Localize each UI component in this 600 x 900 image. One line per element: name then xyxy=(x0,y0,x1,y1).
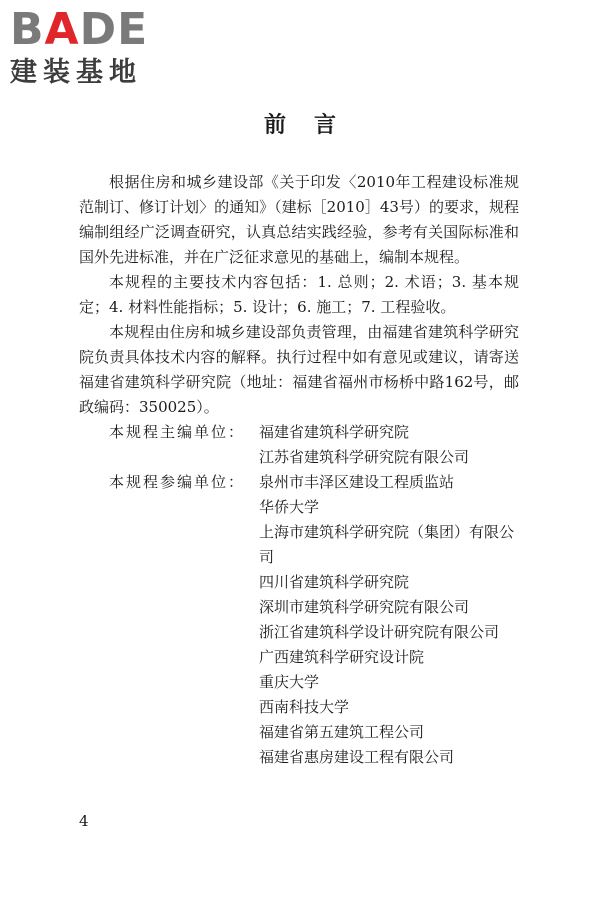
logo-letters-de: DE xyxy=(79,4,149,55)
chief-units-list xyxy=(259,420,519,470)
participating-units-list xyxy=(259,470,519,770)
logo-letter-a-accent: A xyxy=(44,4,80,55)
list-item: 上海市建筑科学研究院（集团）有限公司 xyxy=(259,523,515,566)
chief-units-label: 本规程主编单位： xyxy=(109,423,246,441)
preface-body xyxy=(79,170,519,770)
list-item: 福建省建筑科学研究院 xyxy=(259,423,410,441)
list-item: 泉州市丰泽区建设工程质监站 xyxy=(259,473,455,491)
page-title: 前言 xyxy=(263,112,364,138)
list-item: 广西建筑科学研究设计院 xyxy=(259,648,425,666)
list-item: 福建省第五建筑工程公司 xyxy=(259,723,425,741)
list-item: 深圳市建筑科学研究院有限公司 xyxy=(259,598,470,616)
logo-letter-b: B xyxy=(10,4,45,55)
paragraph-contents: 本规程的主要技术内容包括：1. 总则；2. 术语；3. 基本规定；4. 材料性能指标；5. 设计；6. 施工；7. 工程验收。 xyxy=(79,273,519,316)
brand-logo xyxy=(10,6,180,90)
paragraph-management: 本规程由住房和城乡建设部负责管理，由福建省建筑科学研究院负责具体技术内容的解释。执行过程中如有意见或建议，请寄送福建省建筑科学研究院（地址：福建省福州市杨桥中路162号，邮政编码：350025）。 xyxy=(79,323,519,416)
logo-wordmark xyxy=(10,6,180,54)
participating-units-label: 本规程参编单位： xyxy=(109,473,246,491)
list-item: 浙江省建筑科学设计研究院有限公司 xyxy=(259,623,500,641)
paragraph-mandate: 根据住房和城乡建设部《关于印发〈2010年工程建设标准规范制订、修订计划〉的通知》（建标［2010］43号）的要求，规程编制组经广泛调查研究，认真总结实践经验，参考有关国际标准和国外先进标准，并在广泛征求意见的基础上，编制本规程。 xyxy=(79,173,519,266)
list-item: 重庆大学 xyxy=(259,673,320,691)
participating-units-block xyxy=(79,470,519,770)
list-item: 四川省建筑科学研究院 xyxy=(259,573,410,591)
list-item: 华侨大学 xyxy=(259,498,320,516)
logo-subtitle: 建装基地 xyxy=(10,57,142,88)
page-number: 4 xyxy=(79,812,89,830)
chief-units-block xyxy=(79,420,519,470)
list-item: 西南科技大学 xyxy=(259,698,350,716)
list-item: 福建省惠房建设工程有限公司 xyxy=(259,748,455,766)
list-item: 江苏省建筑科学研究院有限公司 xyxy=(259,448,470,466)
